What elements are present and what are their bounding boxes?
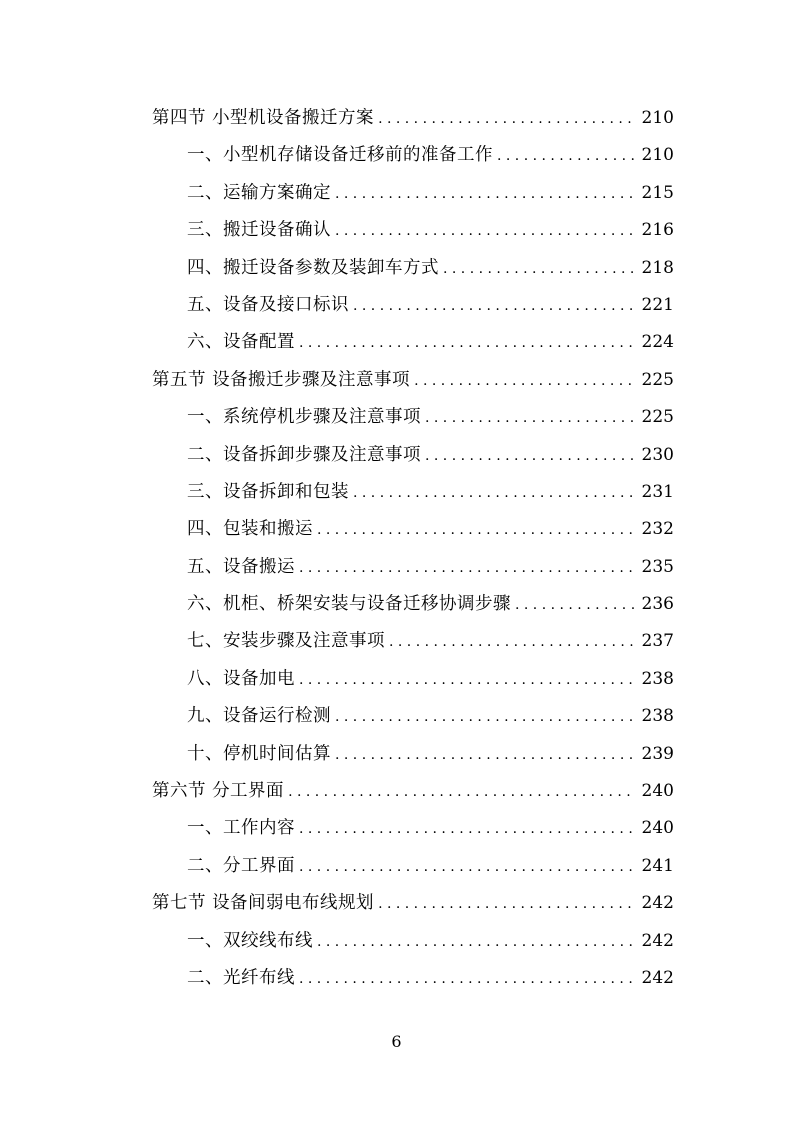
toc-entry[interactable] (152, 810, 674, 847)
toc-entry[interactable] (152, 511, 674, 548)
toc-entry-title: 一、双绞线布线 (187, 930, 313, 951)
toc-entry[interactable] (152, 437, 674, 474)
toc-entry[interactable] (152, 586, 674, 623)
toc-entry-title: 五、设备及接口标识 (187, 294, 349, 315)
toc-leader-dots (299, 849, 634, 886)
toc-entry-title: 一、小型机存储设备迁移前的准备工作 (187, 145, 493, 166)
toc-entry-title: 四、包装和搬运 (187, 519, 313, 540)
toc-entry-title: 八、设备加电 (187, 668, 295, 689)
toc-entry-page: 215 (641, 182, 674, 203)
toc-entry[interactable] (152, 399, 674, 436)
toc-entry-title: 九、设备运行检测 (187, 706, 331, 727)
toc-entry-title: 第六节 分工界面 (152, 781, 285, 802)
toc-entry-page: 241 (641, 855, 674, 876)
toc-entry-title: 二、光纤布线 (187, 967, 295, 988)
toc-entry-title: 七、安装步骤及注意事项 (187, 631, 385, 652)
toc-entry[interactable] (152, 623, 674, 660)
toc-entry-page: 225 (641, 369, 674, 390)
toc-entry[interactable] (152, 549, 674, 586)
toc-entry[interactable] (152, 923, 674, 960)
toc-entry[interactable] (152, 100, 674, 137)
toc-entry-page: 242 (641, 893, 674, 914)
toc-entry-page: 218 (641, 257, 674, 278)
toc-entry[interactable] (152, 362, 674, 399)
toc-entry-page: 236 (641, 594, 674, 615)
toc-entry-title: 三、搬迁设备确认 (187, 220, 331, 241)
toc-leader-dots (299, 811, 634, 848)
toc-leader-dots (425, 400, 634, 437)
toc-leader-dots (299, 961, 634, 998)
toc-entry-title: 十、停机时间估算 (187, 743, 331, 764)
toc-entry-title: 二、运输方案确定 (187, 182, 331, 203)
toc-leader-dots (389, 624, 634, 661)
toc-leader-dots (425, 438, 634, 475)
toc-leader-dots (317, 512, 634, 549)
toc-leader-dots (353, 475, 634, 512)
toc-leader-dots (353, 288, 634, 325)
toc-leader-dots (317, 924, 634, 961)
toc-leader-dots (497, 138, 634, 175)
toc-entry-page: 225 (641, 407, 674, 428)
toc-entry-page: 224 (641, 332, 674, 353)
toc-entry-page: 210 (641, 108, 674, 128)
toc-entry[interactable] (152, 474, 674, 511)
toc-entry[interactable] (152, 287, 674, 324)
toc-entry-page: 242 (641, 967, 674, 988)
toc-entry-page: 221 (641, 294, 674, 315)
toc-entry-title: 一、系统停机步骤及注意事项 (187, 407, 421, 428)
toc-entry-title: 二、设备拆卸步骤及注意事项 (187, 444, 421, 465)
toc-entry-title: 六、设备配置 (187, 332, 295, 353)
toc-entry[interactable] (152, 324, 674, 361)
toc-leader-dots (443, 251, 634, 288)
toc-entry[interactable] (152, 885, 674, 922)
toc-entry-page: 238 (641, 706, 674, 727)
toc-entry[interactable] (152, 212, 674, 249)
toc-entry-title: 第四节 小型机设备搬迁方案 (152, 108, 375, 128)
toc-entry-title: 第七节 设备间弱电布线规划 (152, 893, 375, 914)
toc-entry[interactable] (152, 773, 674, 810)
toc-entry-page: 240 (641, 781, 674, 802)
table-of-contents (152, 100, 674, 997)
toc-leader-dots (299, 550, 634, 587)
toc-entry-page: 216 (641, 220, 674, 241)
toc-leader-dots (299, 662, 634, 699)
toc-leader-dots (335, 176, 634, 213)
toc-leader-dots (515, 587, 634, 624)
toc-leader-dots (288, 774, 634, 811)
toc-entry[interactable] (152, 137, 674, 174)
toc-entry-title: 六、机柜、桥架安装与设备迁移协调步骤 (187, 594, 511, 615)
toc-entry-page: 242 (641, 930, 674, 951)
toc-leader-dots (299, 325, 634, 362)
toc-entry[interactable] (152, 250, 674, 287)
toc-entry-page: 239 (641, 743, 674, 764)
toc-entry[interactable] (152, 175, 674, 212)
toc-entry-page: 230 (641, 444, 674, 465)
toc-entry-page: 237 (641, 631, 674, 652)
toc-entry-page: 240 (641, 818, 674, 839)
toc-entry[interactable] (152, 698, 674, 735)
toc-entry-page: 235 (641, 556, 674, 577)
toc-entry-page: 210 (641, 145, 674, 166)
toc-leader-dots (335, 213, 634, 250)
toc-entry[interactable] (152, 848, 674, 885)
toc-entry[interactable] (152, 960, 674, 997)
toc-entry-title: 四、搬迁设备参数及装卸车方式 (187, 257, 439, 278)
toc-entry-title: 一、工作内容 (187, 818, 295, 839)
toc-leader-dots (414, 363, 634, 400)
toc-entry-title: 三、设备拆卸和包装 (187, 481, 349, 502)
toc-entry-page: 231 (641, 481, 674, 502)
toc-entry[interactable] (152, 736, 674, 773)
toc-entry-title: 五、设备搬运 (187, 556, 295, 577)
toc-entry-title: 二、分工界面 (187, 855, 295, 876)
toc-entry-page: 232 (641, 519, 674, 540)
toc-leader-dots (335, 699, 634, 736)
toc-leader-dots (335, 737, 634, 774)
toc-entry[interactable] (152, 661, 674, 698)
toc-entry-title: 第五节 设备搬迁步骤及注意事项 (152, 369, 411, 390)
toc-leader-dots (378, 101, 634, 138)
toc-leader-dots (378, 886, 634, 923)
page-number: 6 (391, 1032, 402, 1051)
toc-entry-page: 238 (641, 668, 674, 689)
